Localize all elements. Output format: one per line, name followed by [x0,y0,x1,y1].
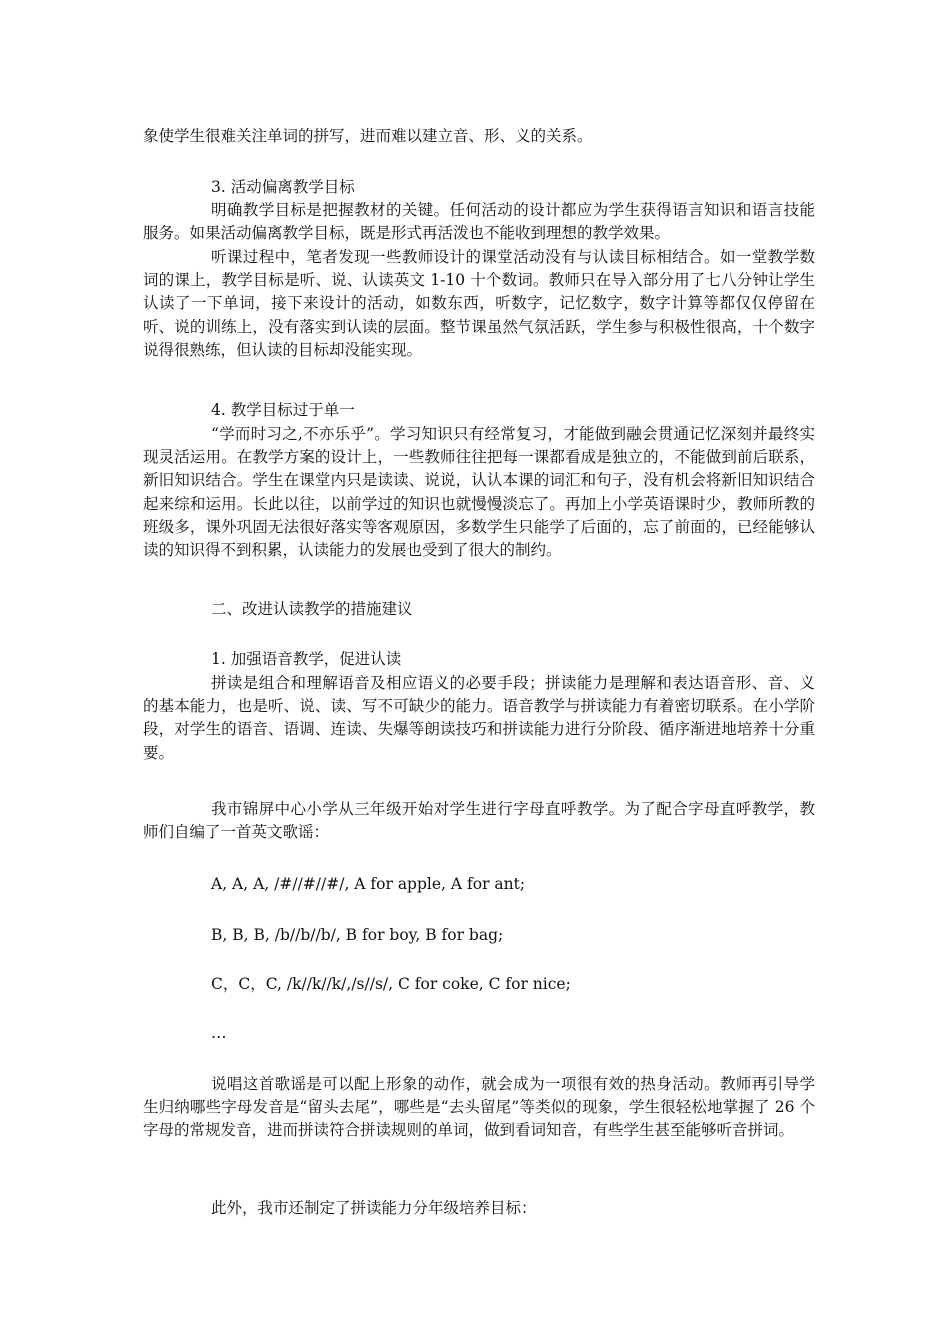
song-line: B, B, B, /b//b//b/, B for boy, B for bag; [211,926,504,944]
section-heading-3: 3. 活动偏离教学目标 [211,178,355,196]
song-ellipsis: … [211,1024,227,1042]
paragraph: “学而时习之,不亦乐乎”。学习知识只有经常复习，才能做到融会贯通记忆深刻并最终实现灵活运用。在教学方案的设计上，一些教师往往把每一课都看成是独立的，不能做到前后联系，新旧知识结合。学生在课堂内只是读读、说说，认认本课的词汇和句子，没有机会将新旧知识结合起来综和运用。长此以往，以前学过的知识也就慢慢淡忘了。再加上小学英语课时少，教师所教的班级多，课外巩固无法很好落实等客观原因，多数学生只能学了后面的，忘了前面的，已经能够认读的知识得不到积累，认读能力的发展也受到了很大的制约。 [143,425,815,560]
song-line: C，C，C, /k//k//k/,/s//s/, C for coke, C for nice; [211,975,571,993]
paragraph: 此外，我市还制定了拼读能力分年级培养目标： [211,1199,537,1217]
paragraph-continuation: 象使学生很难关注单词的拼写，进而难以建立音、形、义的关系。 [143,127,593,145]
section-heading-1: 1. 加强语音教学，促进认读 [211,650,402,668]
paragraph: 说唱这首歌谣是可以配上形象的动作，就会成为一项很有效的热身活动。教师再引导学生归纳哪些字母发音是“留头去尾”，哪些是“去头留尾”等类似的现象，学生很轻松地掌握了 26 个字母的常规发音，进而拼读符合拼读规则的单词，做到看词知音，有些学生甚至能够听音拼词。 [143,1075,815,1140]
section-heading-part-2: 二、改进认读教学的措施建议 [211,600,413,618]
paragraph: 我市锦屏中心小学从三年级开始对学生进行字母直呼教学。为了配合字母直呼教学，教师们自编了一首英文歌谣： [143,800,815,842]
section-heading-4: 4. 教学目标过于单一 [211,401,355,419]
paragraph: 拼读是组合和理解语音及相应语义的必要手段；拼读能力是理解和表达语音形、音、义的基本能力，也是听、说、读、写不可缺少的能力。语音教学与拼读能力有着密切联系。在小学阶段，对学生的语音、语调、连读、失爆等朗读技巧和拼读能力进行分阶段、循序渐进地培养十分重要。 [143,674,815,762]
song-line: A, A, A, /#//#//#/, A for apple, A for ant; [211,875,526,893]
paragraph: 明确教学目标是把握教材的关键。任何活动的设计都应为学生获得语言知识和语言技能服务。如果活动偏离教学目标，既是形式再活泼也不能收到理想的教学效果。 [143,201,815,243]
paragraph: 听课过程中，笔者发现一些教师设计的课堂活动没有与认读目标相结合。如一堂教学数词的课上，教学目标是听、说、认读英文 1-10 十个数词。教师只在导入部分用了七八分钟让学生认读了一下单词，接下来设计的活动，如数东西，听数字，记忆数字，数字计算等都仅仅停留在听、说的训练上，没有落实到认读的层面。整节课虽然气氛活跃，学生参与积极性很高，十个数字说得很熟练，但认读的目标却没能实现。 [143,248,815,359]
